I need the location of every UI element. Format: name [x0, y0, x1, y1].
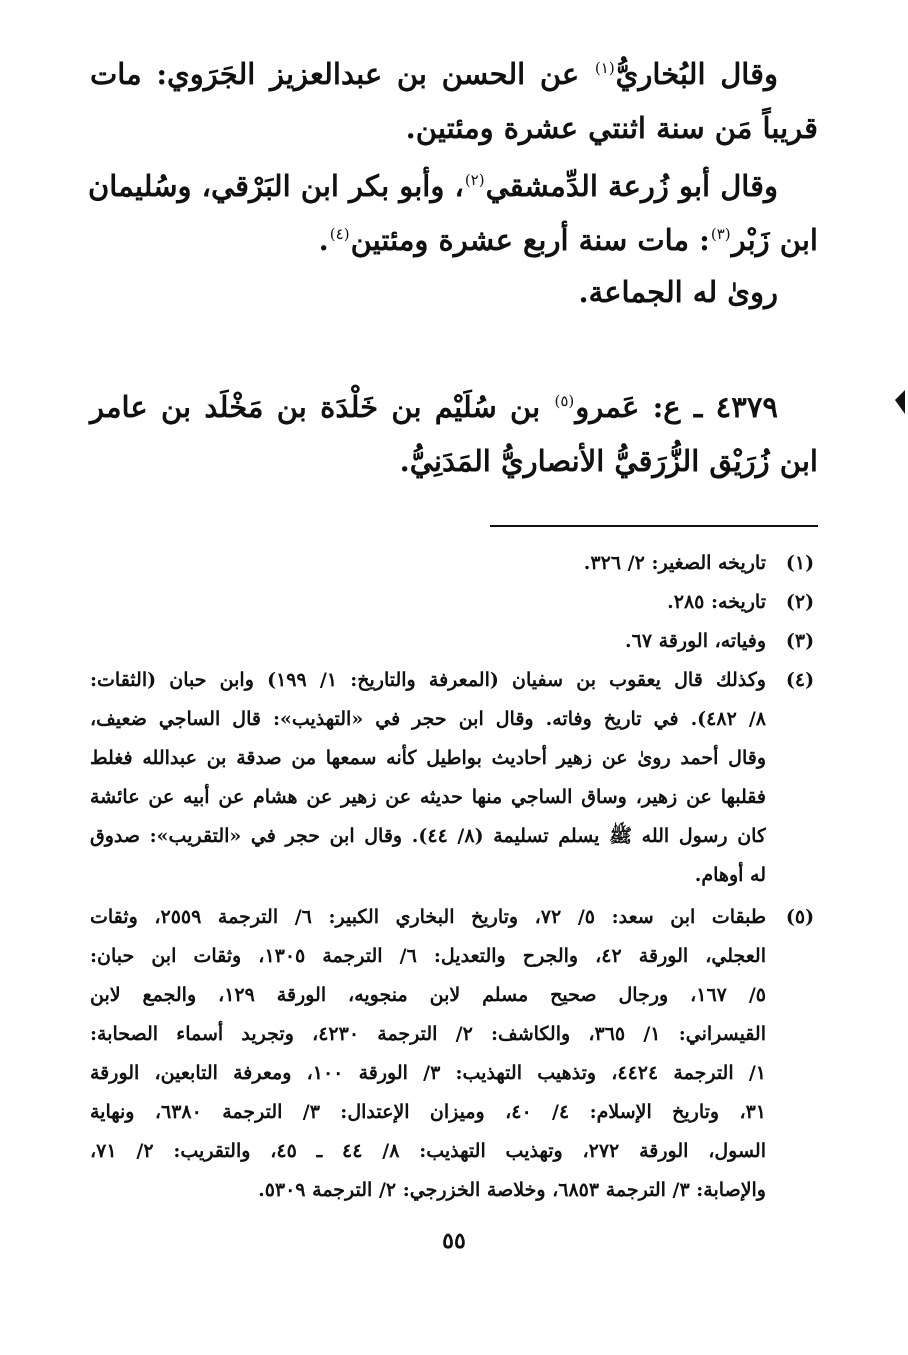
page-number: ٥٥ — [442, 1228, 466, 1254]
footnote-ref[interactable]: (٢) — [464, 171, 485, 190]
footnote-text: فقلبها عن زهير، وساق الساجي منها حديثه عن زهير عن هشام عن أبيه عن عائشة — [90, 786, 766, 808]
footnote-text: وقال أحمد روىٰ عن زهير أحاديث بواطيل كأنه سمعها من صدقة بن عبدالله فغلط — [90, 747, 766, 769]
footnote-text: والإصابة: ٣/ الترجمة ٦٨٥٣، وخلاصة الخزرجي: ٢/ الترجمة ٥٣٠٩. — [258, 1179, 766, 1201]
footnote-text: له أوهام. — [694, 864, 766, 886]
main-text-line: وقال البُخاريُّ$^{(١)}$ عن الحسن بن عبدالعزيز الجَرَوي: مات — [90, 57, 778, 91]
footnote-ref[interactable]: (٤) — [329, 225, 350, 244]
footnote-text: ٨/ ٤٨٢). في تاريخ وفاته. وقال ابن حجر في «التهذيب»: قال الساجي ضعيف، — [90, 708, 766, 730]
footnote-text: العجلي، الورقة ٤٢، والجرح والتعديل: ٦/ الترجمة ١٣٠٥، وثقات ابن حبان: — [90, 945, 766, 967]
footnote-separator — [490, 525, 818, 527]
footnote-text: تاريخه: ٢٨٥. — [667, 591, 766, 613]
footnote-text: وفياته، الورقة ٦٧. — [625, 630, 766, 652]
footnote-number: (٢) — [785, 591, 815, 613]
main-text-line: وقال أبو زُرعة الدِّمشقي$^{(٢)}$، وأبو بكر ابن البَرْقي، وسُليمان — [87, 169, 778, 203]
main-text-line: قريباً مَن سنة اثنتي عشرة ومئتين. — [405, 111, 818, 145]
main-text-line: روىٰ له الجماعة. — [578, 275, 778, 309]
footnote-ref[interactable]: (١) — [594, 59, 615, 78]
footnote-text: تاريخه الصغير: ٢/ ٣٢٦. — [583, 552, 766, 574]
main-text-line: ابن زَبْر$^{(٣)}$: مات سنة أربع عشرة ومئتين$^{(٤)}$. — [318, 223, 818, 257]
footnote-number: (٤) — [785, 669, 815, 691]
footnote-number: (٥) — [785, 906, 815, 928]
footnote-text: ١/ الترجمة ٤٤٢٤، وتذهيب التهذيب: ٣/ الورقة ١٠٠، ومعرفة التابعين، الورقة — [90, 1062, 766, 1084]
entry-heading: ٤٣٧٩ ـ ع: عَمرو$^{(٥)}$ بن سُلَيْم بن خَلْدَة بن مَخْلَد بن عامر — [90, 390, 778, 424]
footnote-text: ٥/ ١٦٧، ورجال صحيح مسلم لابن منجويه، الورقة ١٢٩، والجمع لابن — [90, 984, 766, 1006]
footnote-ref[interactable]: (٥) — [554, 392, 575, 411]
footnote-number: (٣) — [785, 630, 815, 652]
footnote-text: كان رسول الله ﷺ يسلم تسليمة (٨/ ٤٤). وقال ابن حجر في «التقريب»: صدوق — [90, 825, 766, 847]
footnote-ref[interactable]: (٣) — [710, 225, 731, 244]
footnote-text: طبقات ابن سعد: ٥/ ٧٢، وتاريخ البخاري الكبير: ٦/ الترجمة ٢٥٥٩، وثقات — [90, 906, 766, 928]
footnote-text: ٣١، وتاريخ الإسلام: ٤/ ٤٠، وميزان الإعتدال: ٣/ الترجمة ٦٣٨٠، ونهاية — [90, 1101, 766, 1123]
main-text-line: ابن زُرَيْق الزُّرَقيُّ الأنصاريُّ المَدَنِيُّ. — [399, 444, 818, 478]
margin-mark-icon — [895, 390, 905, 414]
footnote-text: وكذلك قال يعقوب بن سفيان (المعرفة والتاريخ: ١/ ١٩٩) وابن حبان (الثقات: — [90, 669, 766, 691]
footnote-number: (١) — [785, 552, 815, 574]
footnote-text: السول، الورقة ٢٧٢، وتهذيب التهذيب: ٨/ ٤٤ ـ ٤٥، والتقريب: ٢/ ٧١، — [90, 1140, 766, 1162]
footnote-text: القيسراني: ١/ ٣٦٥، والكاشف: ٢/ الترجمة ٤٢٣٠، وتجريد أسماء الصحابة: — [90, 1023, 766, 1045]
